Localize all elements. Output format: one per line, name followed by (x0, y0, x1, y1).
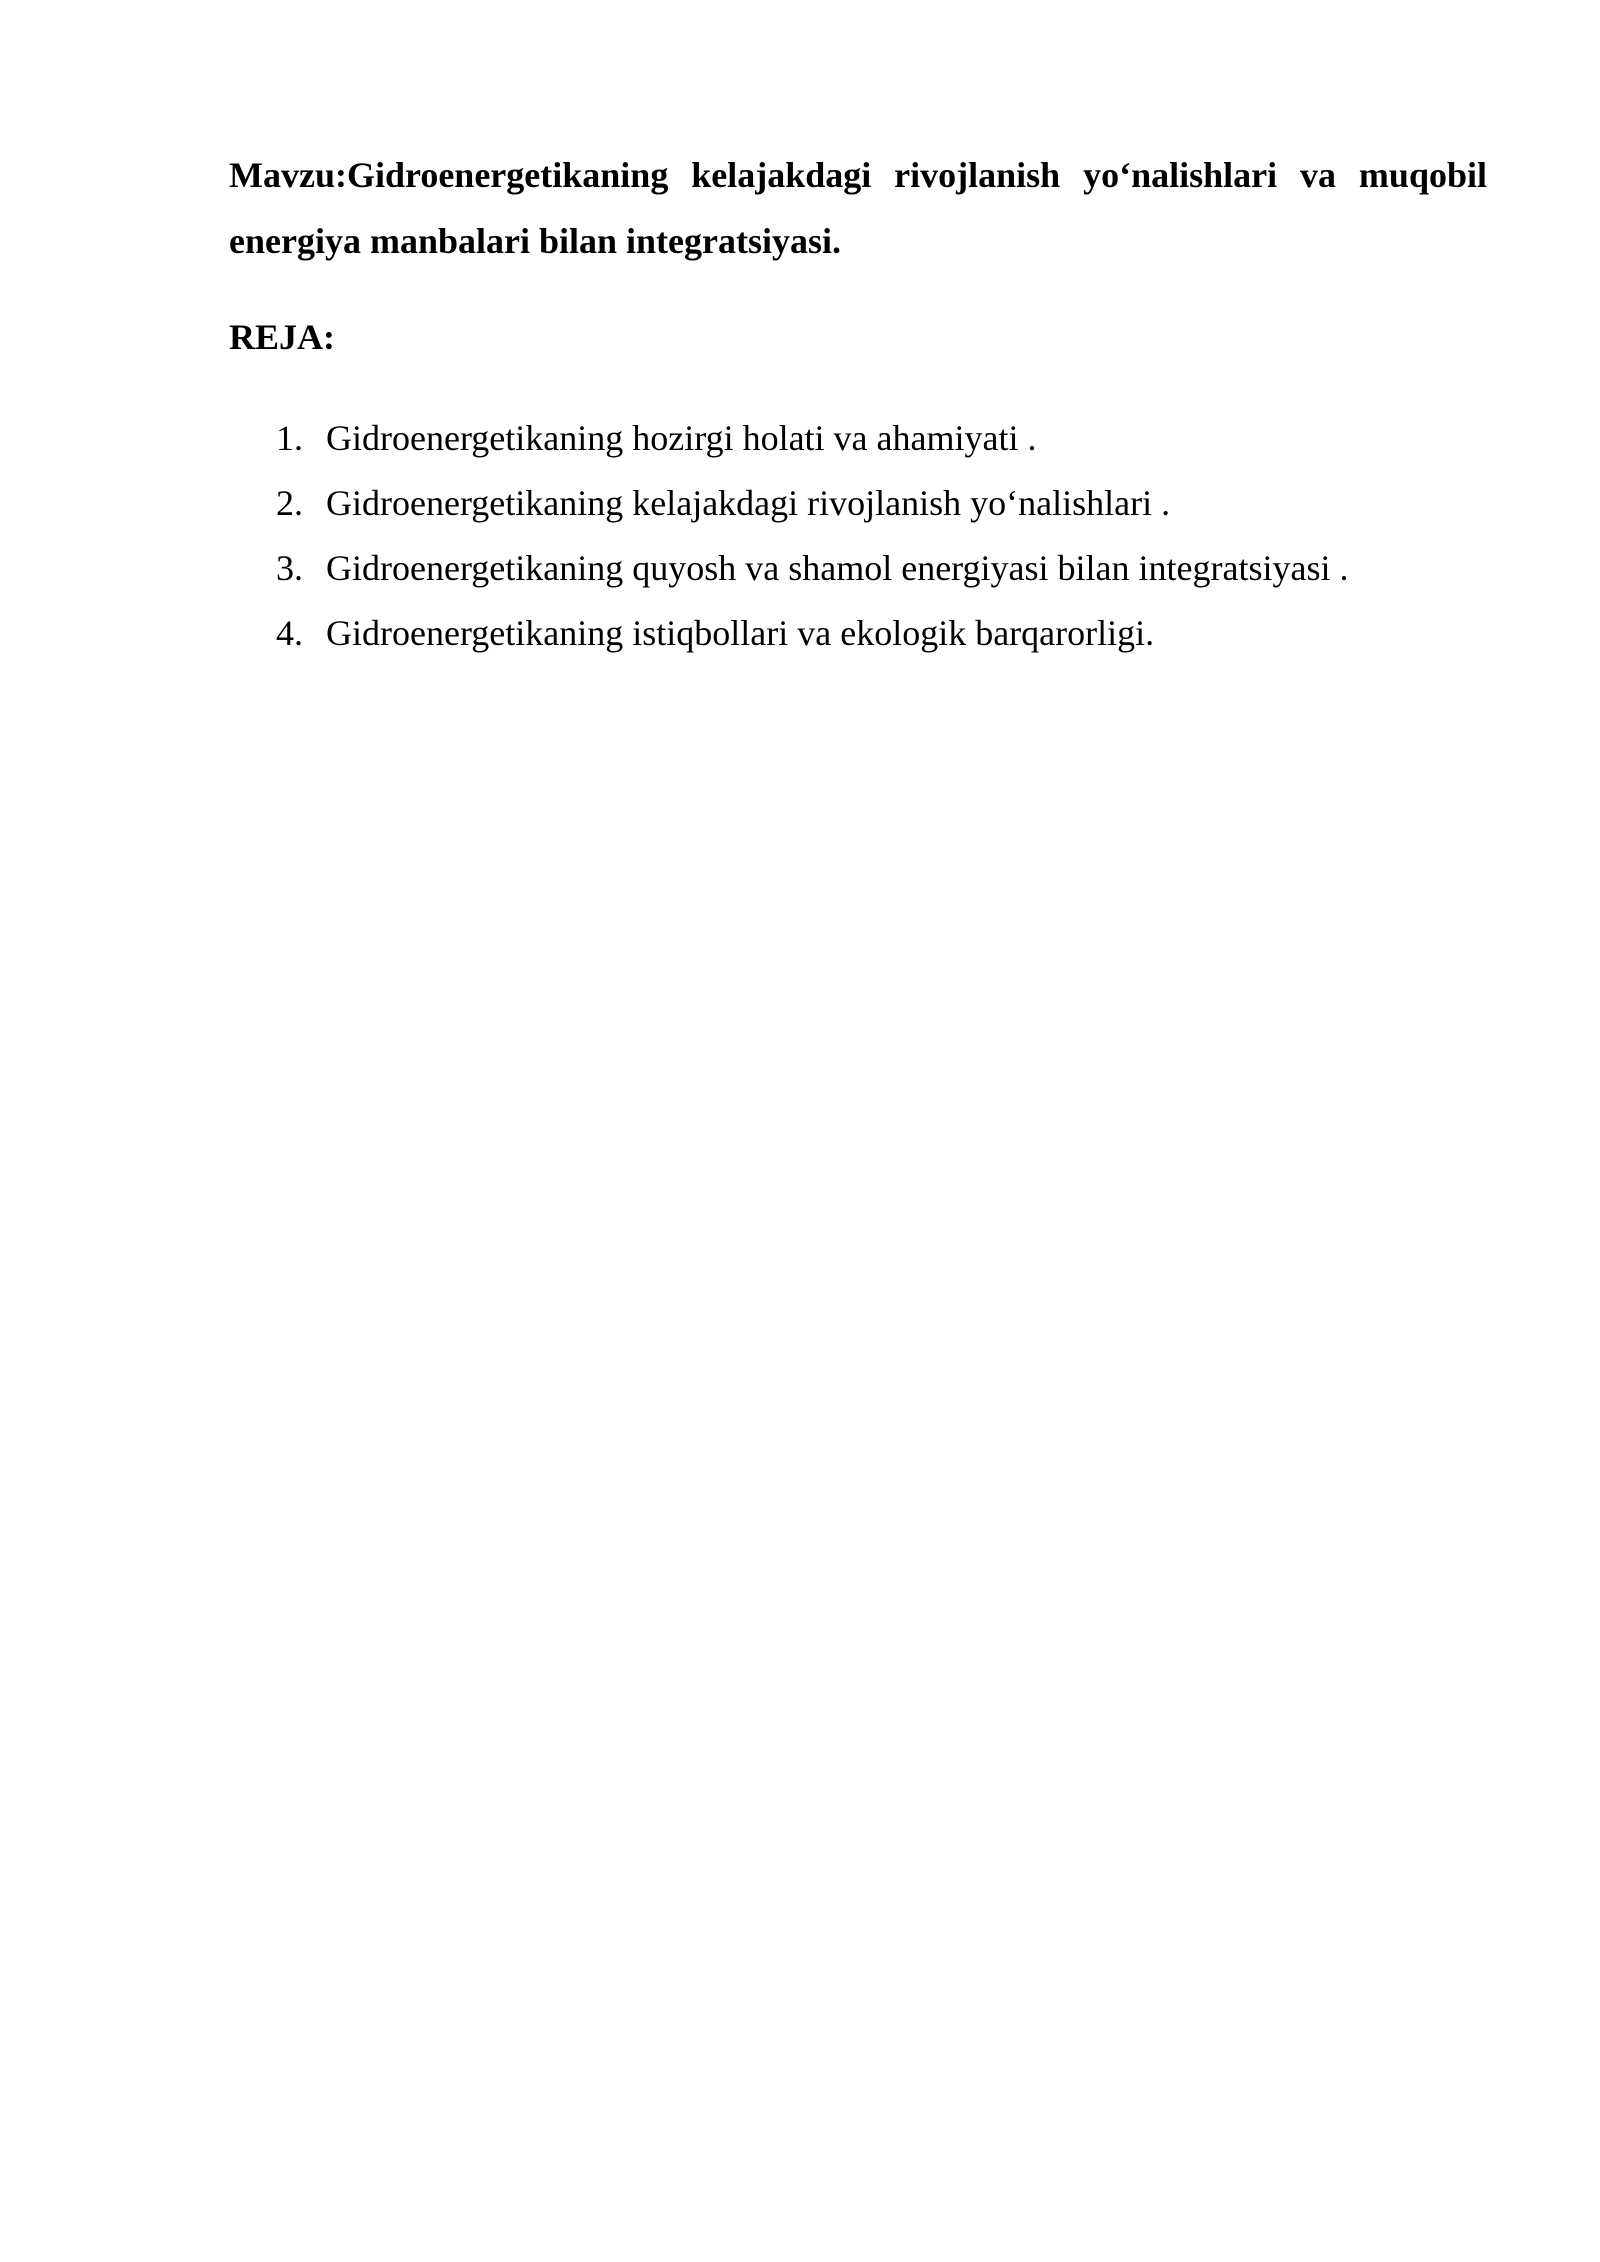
plan-item (229, 536, 1487, 601)
plan-item-text: Gidroenergetikaning istiqbollari va ekologik barqarorligi. (326, 613, 1155, 653)
plan-item-number: 3. (276, 548, 303, 588)
plan-item (229, 406, 1487, 471)
topic-title: Mavzu:Gidroenergetikaning kelajakdagi rivojlanish yo‘nalishlari va muqobil energiya manbalari bilan integratsiyasi. (229, 155, 1487, 261)
document-content (229, 142, 1487, 666)
plan-item-number: 1. (276, 418, 303, 458)
plan-item-text: Gidroenergetikaning kelajakdagi rivojlanish yo‘nalishlari . (326, 483, 1171, 523)
plan-item (229, 601, 1487, 666)
plan-list (229, 406, 1487, 666)
plan-item-text: Gidroenergetikaning hozirgi holati va ahamiyati . (326, 418, 1037, 458)
plan-item-text: Gidroenergetikaning quyosh va shamol energiyasi bilan integratsiyasi . (326, 548, 1349, 588)
plan-item-number: 2. (276, 483, 303, 523)
plan-heading: REJA: (229, 317, 335, 357)
plan-item-number: 4. (276, 613, 303, 653)
plan-item (229, 471, 1487, 536)
